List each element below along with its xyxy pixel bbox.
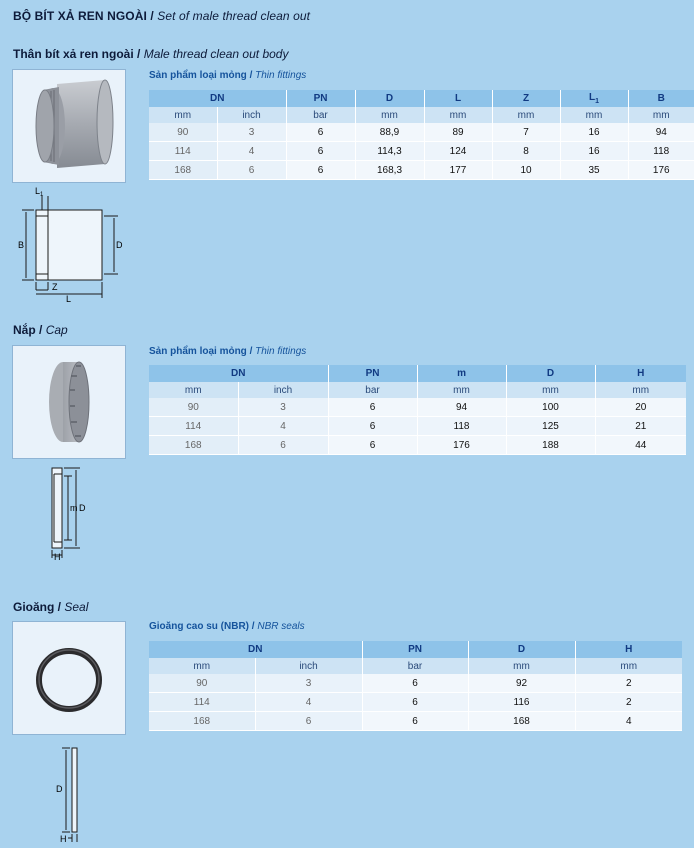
cell: 118 xyxy=(628,142,694,161)
header-dn: DN xyxy=(149,90,286,107)
label-l1: $L_1$ xyxy=(35,186,44,198)
cell: 168 xyxy=(149,436,238,455)
seal-section-heading: Gioăng / Seal xyxy=(13,600,89,614)
header-d: D xyxy=(506,365,595,382)
header-pn: PN xyxy=(328,365,417,382)
cell: 114 xyxy=(149,142,217,161)
cell: 8 xyxy=(492,142,560,161)
unit-cell: mm xyxy=(628,107,694,123)
unit-cell: mm xyxy=(560,107,628,123)
cell: 4 xyxy=(217,142,286,161)
unit-cell: mm xyxy=(575,658,682,674)
unit-cell: mm xyxy=(355,107,424,123)
label-d: D xyxy=(79,503,86,513)
cell: 6 xyxy=(362,674,468,693)
label-m: m xyxy=(70,503,78,513)
cell: 177 xyxy=(424,161,492,180)
cell: 176 xyxy=(417,436,506,455)
cell: 94 xyxy=(628,123,694,142)
table-row xyxy=(149,693,682,712)
cell: 94 xyxy=(417,398,506,417)
header-b: B xyxy=(628,90,694,107)
cell: 16 xyxy=(560,142,628,161)
cell: 44 xyxy=(595,436,686,455)
cap-table-title: Sản phẩm loại mỏng / Thin fittings xyxy=(149,346,307,357)
unit-cell: bar xyxy=(328,382,417,398)
cell: 100 xyxy=(506,398,595,417)
unit-cell: mm xyxy=(468,658,575,674)
body-dimension-drawing xyxy=(12,186,130,304)
cell: 10 xyxy=(492,161,560,180)
table-row xyxy=(149,123,694,142)
cell: 92 xyxy=(468,674,575,693)
body-spec-table xyxy=(149,90,694,180)
header-d: D xyxy=(355,90,424,107)
cap-spec-table xyxy=(149,365,686,455)
unit-cell: bar xyxy=(286,107,355,123)
cell: 90 xyxy=(149,398,238,417)
cell: 6 xyxy=(328,398,417,417)
header-d: D xyxy=(468,641,575,658)
unit-cell: mm xyxy=(417,382,506,398)
label-d: D xyxy=(116,240,123,250)
body-section-heading: Thân bít xả ren ngoài / Male thread clean out body xyxy=(13,47,289,61)
table-row xyxy=(149,417,686,436)
cell: 20 xyxy=(595,398,686,417)
unit-cell: inch xyxy=(217,107,286,123)
cell: 114,3 xyxy=(355,142,424,161)
unit-cell: mm xyxy=(424,107,492,123)
cell: 125 xyxy=(506,417,595,436)
cell: 3 xyxy=(238,398,328,417)
seal-photo xyxy=(12,621,126,735)
seal-spec-table xyxy=(149,641,682,731)
cell: 3 xyxy=(217,123,286,142)
cell: 124 xyxy=(424,142,492,161)
unit-cell: mm xyxy=(506,382,595,398)
cell: 168 xyxy=(149,712,255,731)
cell: 4 xyxy=(238,417,328,436)
cell: 6 xyxy=(217,161,286,180)
label-z: Z xyxy=(52,282,58,292)
header-l1: $L_1$ xyxy=(560,90,628,107)
label-h: H xyxy=(60,834,67,844)
header-dn: DN xyxy=(149,365,328,382)
header-z: Z xyxy=(492,90,560,107)
cell: 168 xyxy=(468,712,575,731)
unit-cell: inch xyxy=(255,658,362,674)
cell: 90 xyxy=(149,674,255,693)
cell: 168,3 xyxy=(355,161,424,180)
header-dn: DN xyxy=(149,641,362,658)
cell: 6 xyxy=(238,436,328,455)
table-row xyxy=(149,436,686,455)
cell: 2 xyxy=(575,693,682,712)
table-row xyxy=(149,161,694,180)
cap-photo xyxy=(12,345,126,459)
cell: 6 xyxy=(286,123,355,142)
cell: 4 xyxy=(255,693,362,712)
seal-table-title: Gioăng cao su (NBR) / NBR seals xyxy=(149,621,305,632)
page-title: BỘ BÍT XẢ REN NGOÀI / Set of male thread clean out xyxy=(13,9,311,23)
header-h: H xyxy=(595,365,686,382)
body-photo xyxy=(12,69,126,183)
header-pn: PN xyxy=(286,90,355,107)
header-pn: PN xyxy=(362,641,468,658)
table-row xyxy=(149,712,682,731)
cell: 90 xyxy=(149,123,217,142)
unit-cell: bar xyxy=(362,658,468,674)
table-row xyxy=(149,674,682,693)
header-m: m xyxy=(417,365,506,382)
unit-cell: inch xyxy=(238,382,328,398)
body-table-title: Sản phẩm loại mỏng / Thin fittings xyxy=(149,70,307,81)
cell: 116 xyxy=(468,693,575,712)
cell: 6 xyxy=(328,417,417,436)
cell: 4 xyxy=(575,712,682,731)
cell: 16 xyxy=(560,123,628,142)
cell: 6 xyxy=(362,693,468,712)
cell: 6 xyxy=(255,712,362,731)
cell: 114 xyxy=(149,417,238,436)
cell: 35 xyxy=(560,161,628,180)
cell: 2 xyxy=(575,674,682,693)
cell: 114 xyxy=(149,693,255,712)
cap-dimension-drawing xyxy=(40,462,100,562)
label-l: L xyxy=(66,294,72,304)
label-d: D xyxy=(56,784,63,794)
header-h: H xyxy=(575,641,682,658)
cell: 89 xyxy=(424,123,492,142)
cap-section-heading: Nắp / Cap xyxy=(13,323,68,337)
unit-cell: mm xyxy=(149,658,255,674)
unit-cell: mm xyxy=(149,107,217,123)
cell: 176 xyxy=(628,161,694,180)
cell: 7 xyxy=(492,123,560,142)
cell: 21 xyxy=(595,417,686,436)
cell: 168 xyxy=(149,161,217,180)
label-b: B xyxy=(18,240,25,250)
table-row xyxy=(149,142,694,161)
unit-cell: mm xyxy=(492,107,560,123)
unit-cell: mm xyxy=(149,382,238,398)
cell: 3 xyxy=(255,674,362,693)
cell: 6 xyxy=(286,161,355,180)
cell: 88,9 xyxy=(355,123,424,142)
cell: 6 xyxy=(362,712,468,731)
unit-cell: mm xyxy=(595,382,686,398)
seal-dimension-drawing xyxy=(50,744,90,846)
cell: 6 xyxy=(286,142,355,161)
header-l: L xyxy=(424,90,492,107)
table-row xyxy=(149,398,686,417)
cell: 188 xyxy=(506,436,595,455)
cell: 118 xyxy=(417,417,506,436)
cell: 6 xyxy=(328,436,417,455)
label-h: H xyxy=(54,552,61,562)
